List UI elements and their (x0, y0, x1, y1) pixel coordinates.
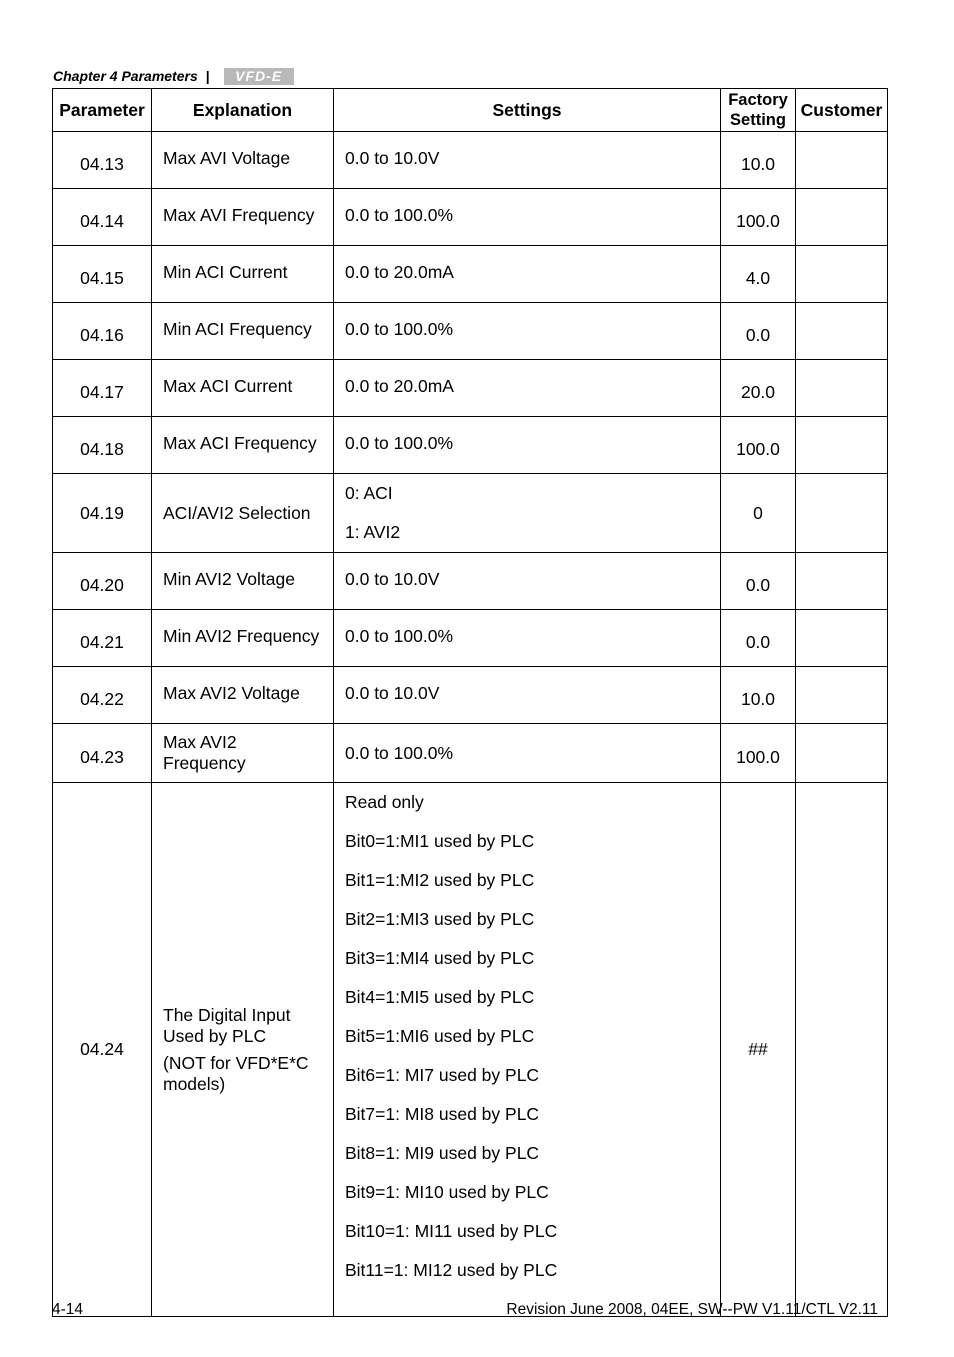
table-row (53, 474, 888, 553)
param-settings: 0.0 to 100.0% (334, 189, 721, 246)
param-explanation: Max AVI2 Frequency (152, 724, 334, 783)
table-row (53, 553, 888, 610)
param-explanation: ACI/AVI2 Selection (152, 474, 334, 553)
param-factory-setting: 0.0 (721, 303, 796, 360)
param-code: 04.15 (53, 246, 152, 303)
logo-text: VFD-E (235, 68, 283, 84)
setting-option: Bit9=1: MI10 used by PLC (345, 1182, 549, 1202)
param-customer (796, 553, 888, 610)
setting-option: Bit8=1: MI9 used by PLC (345, 1143, 540, 1163)
param-explanation: Min ACI Current (152, 246, 334, 303)
param-code: 04.17 (53, 360, 152, 417)
header-explanation: Explanation (152, 89, 334, 132)
setting-option: Read only (345, 792, 424, 812)
param-settings: 0.0 to 10.0V (334, 132, 721, 189)
param-factory-setting: ## (721, 783, 796, 1317)
param-factory-setting: 100.0 (721, 724, 796, 783)
param-settings (334, 783, 721, 1317)
param-settings: 0.0 to 100.0% (334, 610, 721, 667)
explanation-text: The Digital Input Used by PLC (163, 1004, 291, 1046)
setting-option: Bit10=1: MI11 used by PLC (345, 1221, 558, 1241)
setting-option: Bit7=1: MI8 used by PLC (345, 1104, 540, 1124)
header-factory-line1: Factory (728, 91, 788, 109)
param-customer (796, 246, 888, 303)
param-factory-setting: 0.0 (721, 553, 796, 610)
param-settings: 0.0 to 100.0% (334, 417, 721, 474)
explanation-note: (NOT for VFD*E*C models) (163, 1052, 309, 1094)
table-row (53, 132, 888, 189)
parameter-table (52, 88, 888, 1317)
header-parameter: Parameter (53, 89, 152, 132)
param-customer (796, 189, 888, 246)
param-explanation: Min ACI Frequency (152, 303, 334, 360)
param-factory-setting: 100.0 (721, 417, 796, 474)
param-factory-setting: 10.0 (721, 667, 796, 724)
param-factory-setting: 10.0 (721, 132, 796, 189)
param-explanation: Max AVI2 Voltage (152, 667, 334, 724)
setting-option: Bit5=1:MI6 used by PLC (345, 1026, 535, 1046)
param-code: 04.23 (53, 724, 152, 783)
table-row (53, 189, 888, 246)
param-explanation: Max AVI Frequency (152, 189, 334, 246)
param-factory-setting: 0 (721, 474, 796, 553)
param-customer (796, 610, 888, 667)
param-code: 04.24 (53, 783, 152, 1317)
setting-option: Bit4=1:MI5 used by PLC (345, 987, 535, 1007)
param-settings: 0.0 to 100.0% (334, 303, 721, 360)
param-explanation: Max ACI Frequency (152, 417, 334, 474)
param-explanation: Min AVI2 Frequency (152, 610, 334, 667)
setting-option: Bit0=1:MI1 used by PLC (345, 831, 535, 851)
header-factory-setting (721, 89, 796, 132)
param-customer (796, 667, 888, 724)
header-customer: Customer (796, 89, 888, 132)
param-code: 04.21 (53, 610, 152, 667)
setting-option: 0: ACI (345, 483, 393, 503)
page-number: 4-14 (52, 1301, 84, 1318)
header-settings: Settings (334, 89, 721, 132)
param-explanation: Max AVI Voltage (152, 132, 334, 189)
param-factory-setting: 4.0 (721, 246, 796, 303)
vfd-e-logo (224, 68, 294, 85)
param-explanation: Min AVI2 Voltage (152, 553, 334, 610)
table-row (53, 360, 888, 417)
param-factory-setting: 0.0 (721, 610, 796, 667)
table-row (53, 246, 888, 303)
setting-option: 1: AVI2 (345, 522, 401, 542)
param-settings (334, 474, 721, 553)
param-explanation: Max ACI Current (152, 360, 334, 417)
param-settings: 0.0 to 100.0% (334, 724, 721, 783)
param-settings: 0.0 to 10.0V (334, 553, 721, 610)
table-row (53, 610, 888, 667)
param-customer (796, 724, 888, 783)
param-factory-setting: 20.0 (721, 360, 796, 417)
setting-option: Bit11=1: MI12 used by PLC (345, 1260, 558, 1280)
param-code: 04.14 (53, 189, 152, 246)
param-customer (796, 360, 888, 417)
table-row (53, 724, 888, 783)
param-settings: 0.0 to 10.0V (334, 667, 721, 724)
param-code: 04.20 (53, 553, 152, 610)
param-code: 04.13 (53, 132, 152, 189)
param-customer (796, 474, 888, 553)
param-explanation (152, 783, 334, 1317)
chapter-title: Chapter 4 Parameters (53, 68, 198, 84)
param-factory-setting: 100.0 (721, 189, 796, 246)
table-row (53, 417, 888, 474)
header-factory-line2: Setting (730, 111, 786, 129)
table-header-row (53, 89, 888, 132)
param-settings: 0.0 to 20.0mA (334, 360, 721, 417)
param-customer (796, 417, 888, 474)
setting-option: Bit3=1:MI4 used by PLC (345, 948, 535, 968)
revision-info: Revision June 2008, 04EE, SW--PW V1.11/CTL V2.11 (506, 1301, 878, 1318)
param-code: 04.18 (53, 417, 152, 474)
table-row (53, 303, 888, 360)
param-customer (796, 303, 888, 360)
table-row (53, 783, 888, 1317)
param-code: 04.16 (53, 303, 152, 360)
setting-option: Bit6=1: MI7 used by PLC (345, 1065, 540, 1085)
header-separator: | (205, 68, 210, 84)
param-customer (796, 132, 888, 189)
param-code: 04.19 (53, 474, 152, 553)
table-row (53, 667, 888, 724)
param-settings: 0.0 to 20.0mA (334, 246, 721, 303)
page-header (53, 66, 294, 86)
setting-option: Bit2=1:MI3 used by PLC (345, 909, 535, 929)
param-code: 04.22 (53, 667, 152, 724)
param-customer (796, 783, 888, 1317)
setting-option: Bit1=1:MI2 used by PLC (345, 870, 535, 890)
